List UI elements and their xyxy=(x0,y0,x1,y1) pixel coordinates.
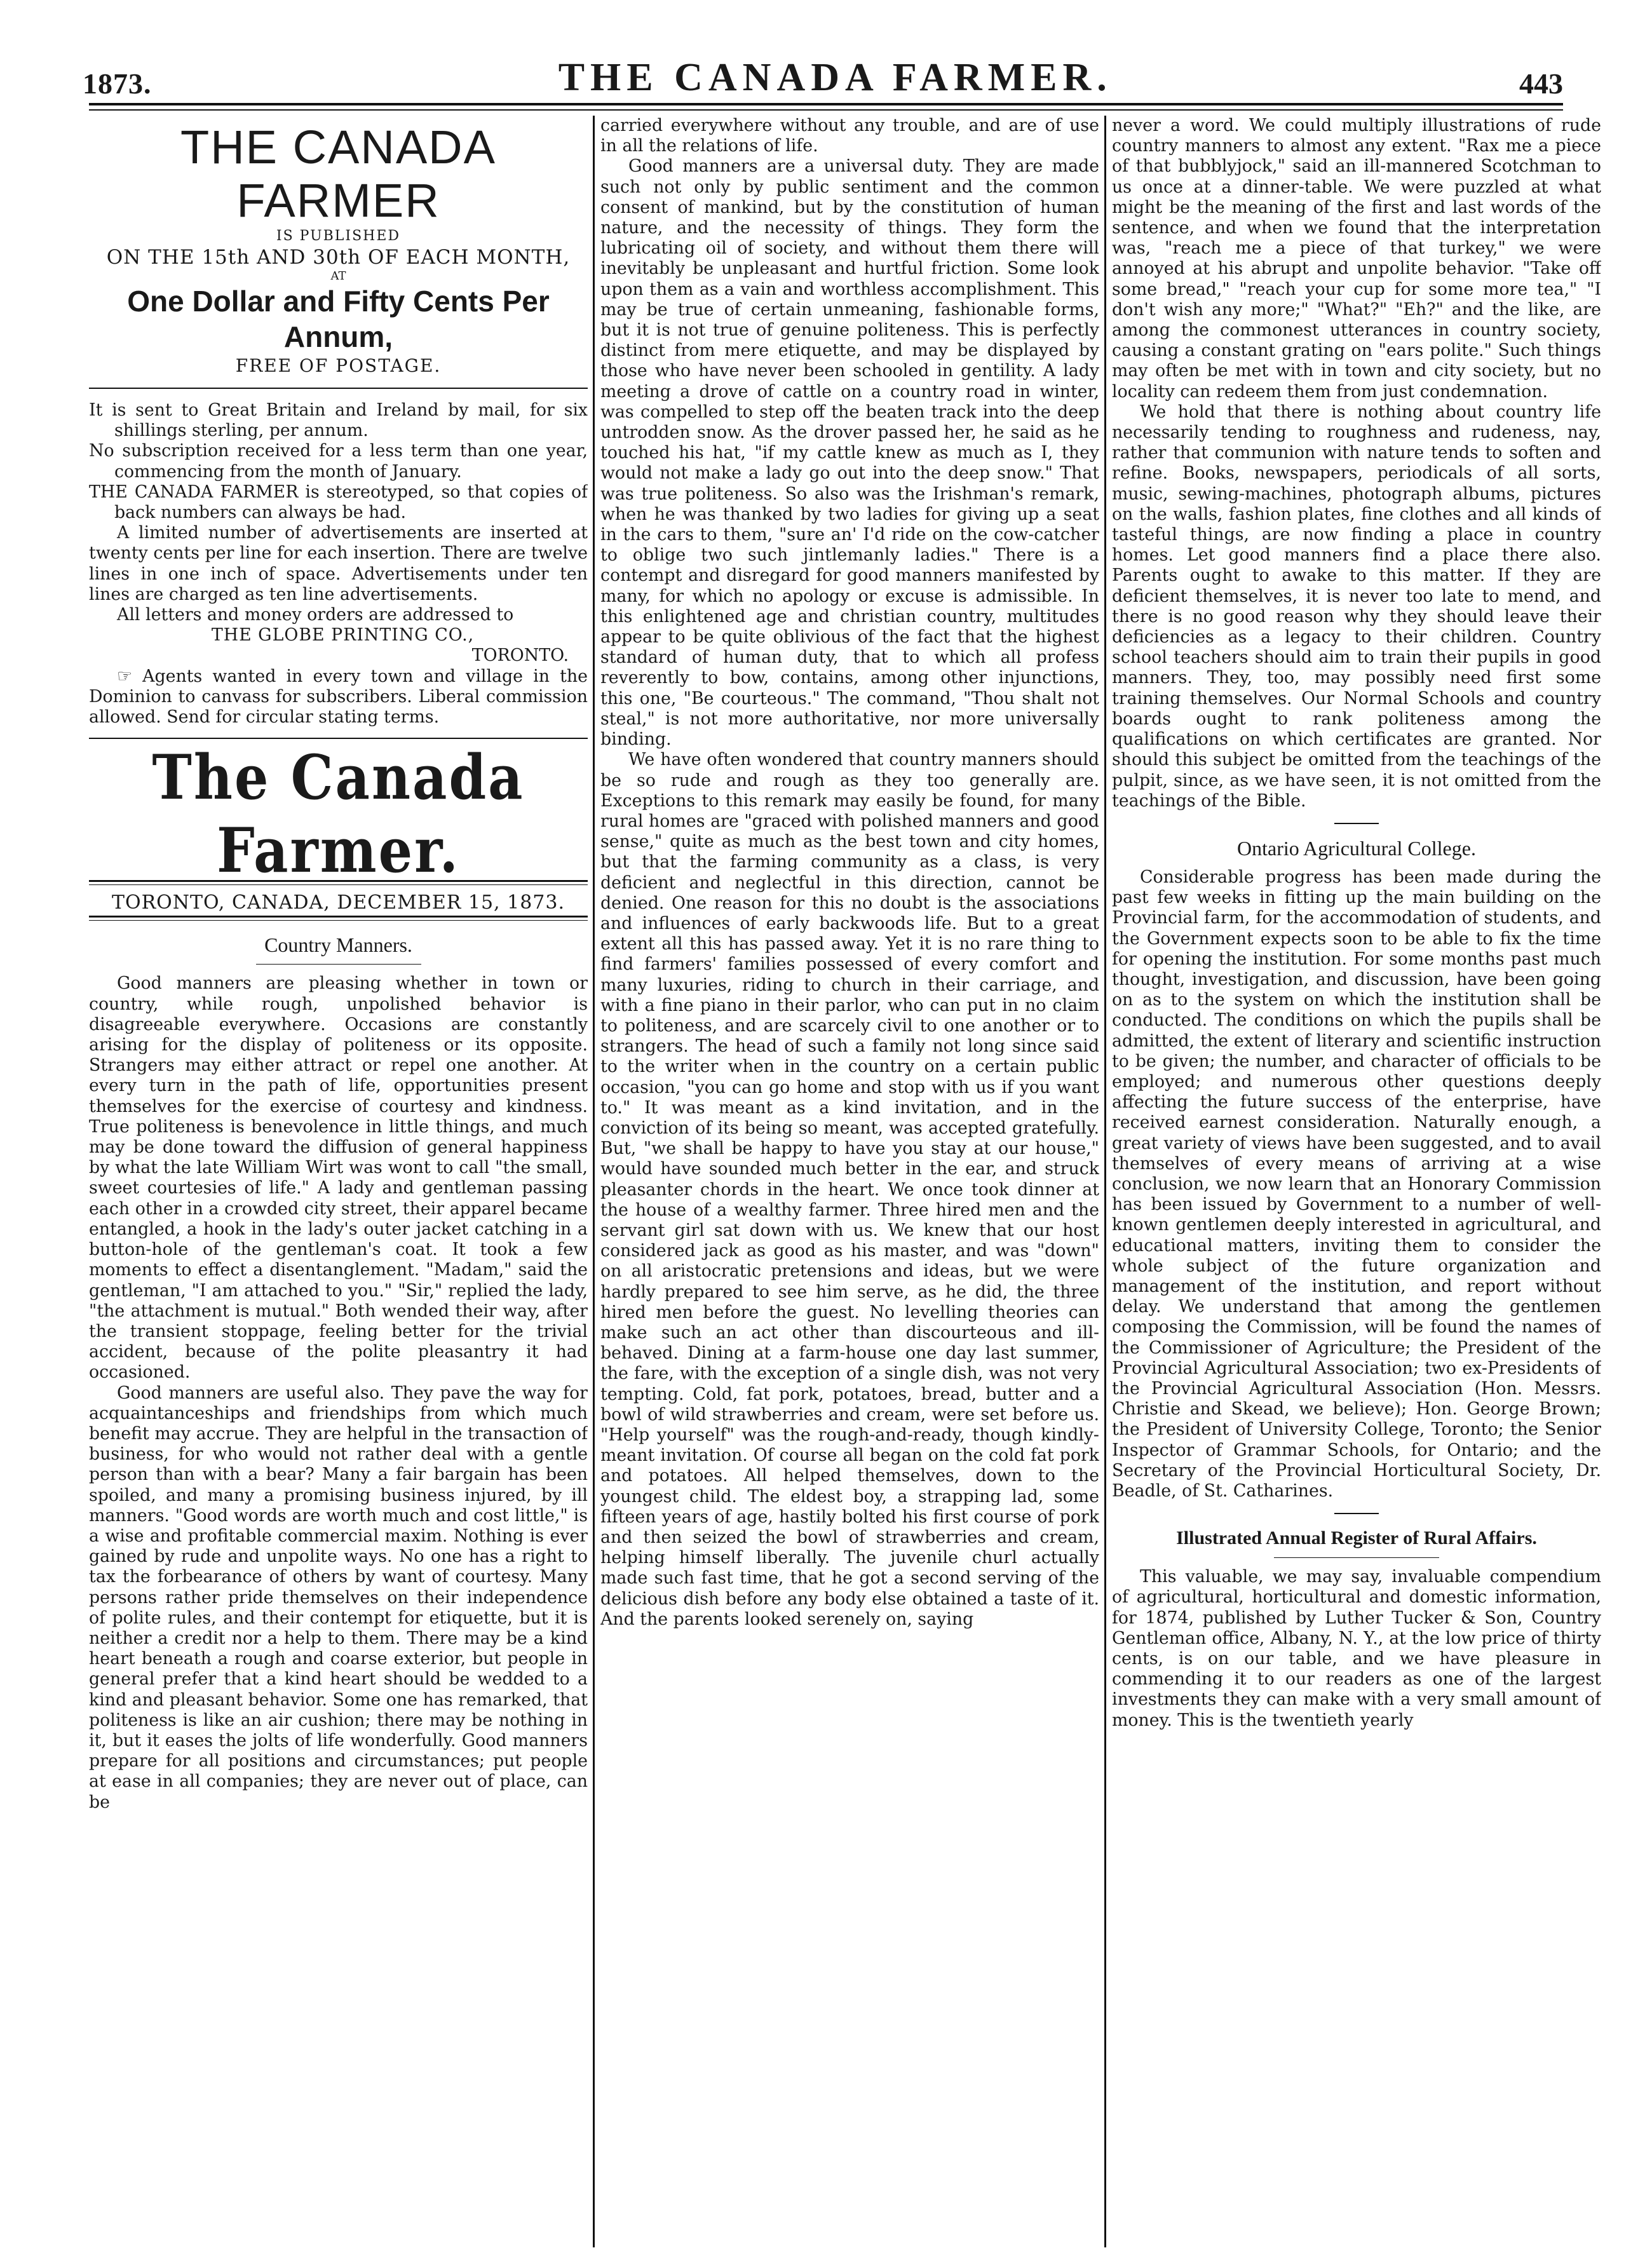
masthead-line-2: ON THE 15th AND 30th OF EACH MONTH, xyxy=(106,246,571,269)
masthead-line-1: IS PUBLISHED xyxy=(276,228,401,244)
section-divider xyxy=(1334,1513,1379,1514)
agents-notice: ☞ Agents wanted in every town and village in the Dominion to canvass for subscribers. Liberal commission allowed. Send for circular stating terms. xyxy=(89,666,588,728)
masthead-line-3: AT xyxy=(330,269,346,283)
column-2 xyxy=(600,116,1099,2247)
article-paragraph: never a word. We could multiply illustrations of rude country manners to almost any extent. "Rax me a piece of that bubblyjock," said an ill-mannered Scotchman to us once at a dinner-table. We were puzzled at what might be the meaning of the first and last words of the sentence, and when we found that the interpretation was, "reach me a piece of that turkey," we were annoyed at his abrupt and unpolite behavior. "Take off some bread," "reach your cup for some more tea," "I don't wish any more;" "What?" "Eh?" and the like, are among the commonest utterances in country society, causing a constant grating on "ears polite." Such things may often be met with in town and city society, but no locality can redeem them from just condemnation. xyxy=(1112,116,1601,402)
article-title: Country Manners. xyxy=(264,933,412,957)
printer-address xyxy=(89,625,588,666)
printer-city: TORONTO. xyxy=(471,646,569,666)
column-1 xyxy=(89,116,588,2247)
page-number: 443 xyxy=(1519,67,1563,100)
article-title: Ontario Agricultural College. xyxy=(1237,836,1476,860)
running-head xyxy=(83,50,1563,100)
header-rule-thin xyxy=(89,109,1563,111)
notice-4: A limited number of advertisements are inserted at twenty cents per line for each insertion. There are twelve lines in one inch of space. Advertisements under ten lines are charged as ten line advertisements. xyxy=(89,523,588,604)
masthead-line-4: FREE OF POSTAGE. xyxy=(235,355,442,376)
column-rule xyxy=(593,116,595,2247)
article-paragraph: Good manners are a universal duty. They are made such not only by public sentiment and the common consent of mankind, but by the constitution of human nature, and the necessity of things. They form the lubricating oil of society, and without them there will inevitably be unpleasant and hurtful friction. Some look upon them as a vain and worthless accomplishment. This may be true of certain unmeaning, fashionable forms, but it is not true of genuine politeness. This is perfectly distinct from mere etiquette, and may be displayed by those who have never been schooled in gentility. A lady meeting a drove of cattle on a country road in winter, was compelled to step off the beaten track into the deep untrodden snow. As the drover passed her, he said as he touched his hat, "if my cattle knew as much as I, they would not make a lady go out into the deep snow." That was true politeness. So also was the Irishman's remark, when he was thanked by two ladies for giving up a seat in the cars to them, "sure an' I'd ride on the cow-catcher to oblige two such jintlemanly ladies." There is a contempt and disregard for good manners manifested by many, for which no apology or excuse is admissible. In this enlightened age and christian country, multitudes appear to be quite oblivious of the fact that the highest standard of human duty, that to which all profess reverently to bow, contains, among other injunctions, this one, "Be courteous." The command, "Thou shalt not steal," is not more authoritative, nor more universally binding. xyxy=(600,156,1099,750)
notice-3: THE CANADA FARMER is stereotyped, so that copies of back numbers can always be had. xyxy=(89,482,588,523)
masthead-price: One Dollar and Fifty Cents Per Annum, xyxy=(127,285,550,353)
notice-2: No subscription received for a less term than one year, commencing from the month of January. xyxy=(89,441,588,482)
article-title: Illustrated Annual Register of Rural Affairs. xyxy=(1176,1527,1537,1549)
printer-name: THE GLOBE PRINTING CO., xyxy=(211,625,475,646)
notice-5: All letters and money orders are addressed to xyxy=(117,605,514,625)
article-paragraph: We hold that there is nothing about country life necessarily tending to roughness and rudeness, nay, rather that communion with nature tends to soften and refine. Books, newspapers, periodicals of all sorts, music, sewing-machines, photograph albums, pictures on the walls, fashion plates, fine clothes and all kinds of tasteful things, are now finding a place in country homes. Let good manners find a place there also. Parents ought to awake to this matter. If they are deficient themselves, it is never too late to mend, and there is no good reason why they should leave their deficiencies as a legacy to their children. Country school teachers should aim to train their pupils in good manners. They, too, may possibly need first some training themselves. Our Normal Schools and country boards ought to rank politeness among the qualifications on which certificates are granted. Nor should this subject be omitted from the teachings of the pulpit, since, as we have seen, it is not omitted from the teachings of the Bible. xyxy=(1112,402,1601,811)
divider xyxy=(89,738,588,739)
article-paragraph: Considerable progress has been made during the past few weeks in fitting up the main building on the Provincial farm, for the accommodation of students, and the Government expects soon to be able to fix the time for opening the institution. For some months past much thought, investigation, and discussion, have been going on as to the system on which the institution shall be conducted. The conditions on which the pupils shall be admitted, the extent of literary and scientific instruction to be given; the number, and character of officials to be employed; and numerous other questions deeply affecting the future success of the enterprise, have received earnest consideration. Naturally enough, a great variety of views have been suggested, and to avail themselves of every means of arriving at a wise conclusion, we now learn that an Honorary Commission has been issued by Government to a number of well-known gentlemen deeply interested in agricultural, and educational matters, inviting them to consider the whole subject of the future organization and management of the institution, and report without delay. We understand that among the gentlemen composing the Commission, will be found the names of the Commissioner of Agriculture; the President of the Provincial Agricultural Association; two ex-Presidents of the Provincial Agricultural Association (Hon. Messrs. Christie and Skead, we believe); Hon. George Brown; the President of University College, Toronto; the Senior Inspector of Grammar Schools, for Ontario; and the Secretary of the Provincial Horticultural Society, Dr. Beadle, of St. Catharines. xyxy=(1112,867,1601,1501)
column-3 xyxy=(1112,116,1601,2247)
column-rule xyxy=(1104,116,1106,2247)
masthead-name: THE CANADA FARMER xyxy=(180,121,496,227)
title-underline xyxy=(1274,1557,1439,1558)
article-paragraph: We have often wondered that country manners should be so rude and rough as they too generally are. Exceptions to this remark may easily be found, for many rural homes are "graced with polished manners and good sense," quite as much as the best town and city homes, but that the farming community as a class, is very deficient and neglectful in this direction, cannot be denied. One reason for this no doubt is the associations and influences of early backwoods life. But to a great extent all this has passed away. Yet it is no rare thing to find farmers' families possessed of every comfort and many luxuries, riding to church in their carriage, and with a fine piano in their parlor, who can put in no claim to politeness, and are scarcely civil to one another or to strangers. The head of such a family not long since said to the writer when in the country on a certain public occasion, "you can go home and stop with us if you want to." It was meant as a kind invitation, and in the conviction of its being so meant, was accepted gratefully. But, "we shall be happy to have you stay at our house," would have sounded much better in the ear, and struck pleasanter chords in the heart. We once took dinner at the house of a wealthy farmer. Three hired men and the servant girl sat down with us. We knew that our host considered jack as good as his master, and was "down" on all aristocratic pretensions and ideas, but we were hardly prepared to see him serve, as he did, the three hired men before the guest. No levelling theories can make such an act other than discourteous and ill-behaved. Dining at a farm-house one day last summer, the fare, with the exception of a single dish, was not very tempting. Cold, fat pork, potatoes, bread, butter and a bowl of wild strawberries and cream, were set before us. "Help yourself" was the rough-and-ready, though kindly-meant invitation. Of course all began on the cold fat pork and potatoes. All helped themselves, down to the youngest child. The eldest boy, a strapping lad, some fifteen years of age, hastily bolted his first course of pork and then seized the bowl of strawberries and cream, helping himself liberally. The juvenile churl actually made such fast time, that he got a second serving of the delicious dish before any body else obtained a taste of it. And the parents looked serenely on, saying xyxy=(600,750,1099,1629)
dateline-rule xyxy=(89,916,588,921)
divider xyxy=(89,388,588,389)
notice-1: It is sent to Great Britain and Ireland by mail, for six shillings sterling, per annum. xyxy=(89,400,588,441)
dateline: TORONTO, CANADA, DECEMBER 15, 1873. xyxy=(111,891,565,914)
page-title: THE CANADA FARMER. xyxy=(558,56,1113,99)
title-underline xyxy=(256,964,421,965)
nameplate: The Canada Farmer. xyxy=(152,741,525,887)
article-paragraph: Good manners are pleasing whether in town or country, while rough, unpolished behavior is disagreeable everywhere. Occasions are constantly arising for the display of politeness or its opposite. Strangers may either attract or repel one another. At every turn in the path of life, opportunities present themselves for the exercise of courtesy and kindness. True politeness is benevolence in little things, and much may be done toward the diffusion of general happiness by what the late William Wirt was wont to call "the small, sweet courtesies of life." A lady and gentleman passing each other in a crowded city street, their apparel became entangled, a hook in the lady's outer jacket catching in a button-hole of the gentleman's coat. It took a few moments to effect a disentanglement. "Madam," said the gentleman, "I am attached to you." "Sir," replied the lady, "the attachment is mutual." Both wended their way, after the transient stoppage, feeling better for the trivial accident, because of the polite pleasantry it had occasioned. xyxy=(89,973,588,1383)
article-paragraph: Good manners are useful also. They pave the way for acquaintanceships and friendships from which much benefit may accrue. They are helpful in the transaction of business, for who would not rather deal with a gentle person than with a bear? Many a fair bargain has been spoiled, and many a promising business injured, by ill manners. "Good words are worth much and cost little," is a wise and profitable commercial maxim. Nothing is ever gained by rude and unpolite ways. No one has a right to tax the forbearance of others by want of courtesy. Many persons rather pride themselves on their independence of polite rules, and their contempt for etiquette, but it is neither a credit nor a help to them. There may be a kind heart beneath a rough and coarse exterior, but people in general prefer that a kind heart should be wedded to a kind and pleasant behavior. Some one has remarked, that politeness is like an air cushion; there may be nothing in it, but it eases the jolts of life wonderfully. Good manners prepare for all positions and circumstances; put people at ease in all companies; they are never out of place, can be xyxy=(89,1383,588,1812)
article-paragraph: This valuable, we may say, invaluable compendium of agricultural, horticultural and domestic information, for 1874, published by Luther Tucker & Son, Country Gentleman office, Albany, N. Y., at the low price of thirty cents, is on our table, and we have pleasure in commending it to our readers as one of the largest investments they can make with a very small amount of money. This is the twentieth yearly xyxy=(1112,1567,1601,1730)
masthead xyxy=(89,121,588,377)
article-paragraph: carried everywhere without any trouble, and are of use in all the relations of life. xyxy=(600,116,1099,156)
page-year: 1873. xyxy=(83,67,152,100)
header-rule xyxy=(89,103,1563,105)
section-divider xyxy=(1334,823,1379,824)
